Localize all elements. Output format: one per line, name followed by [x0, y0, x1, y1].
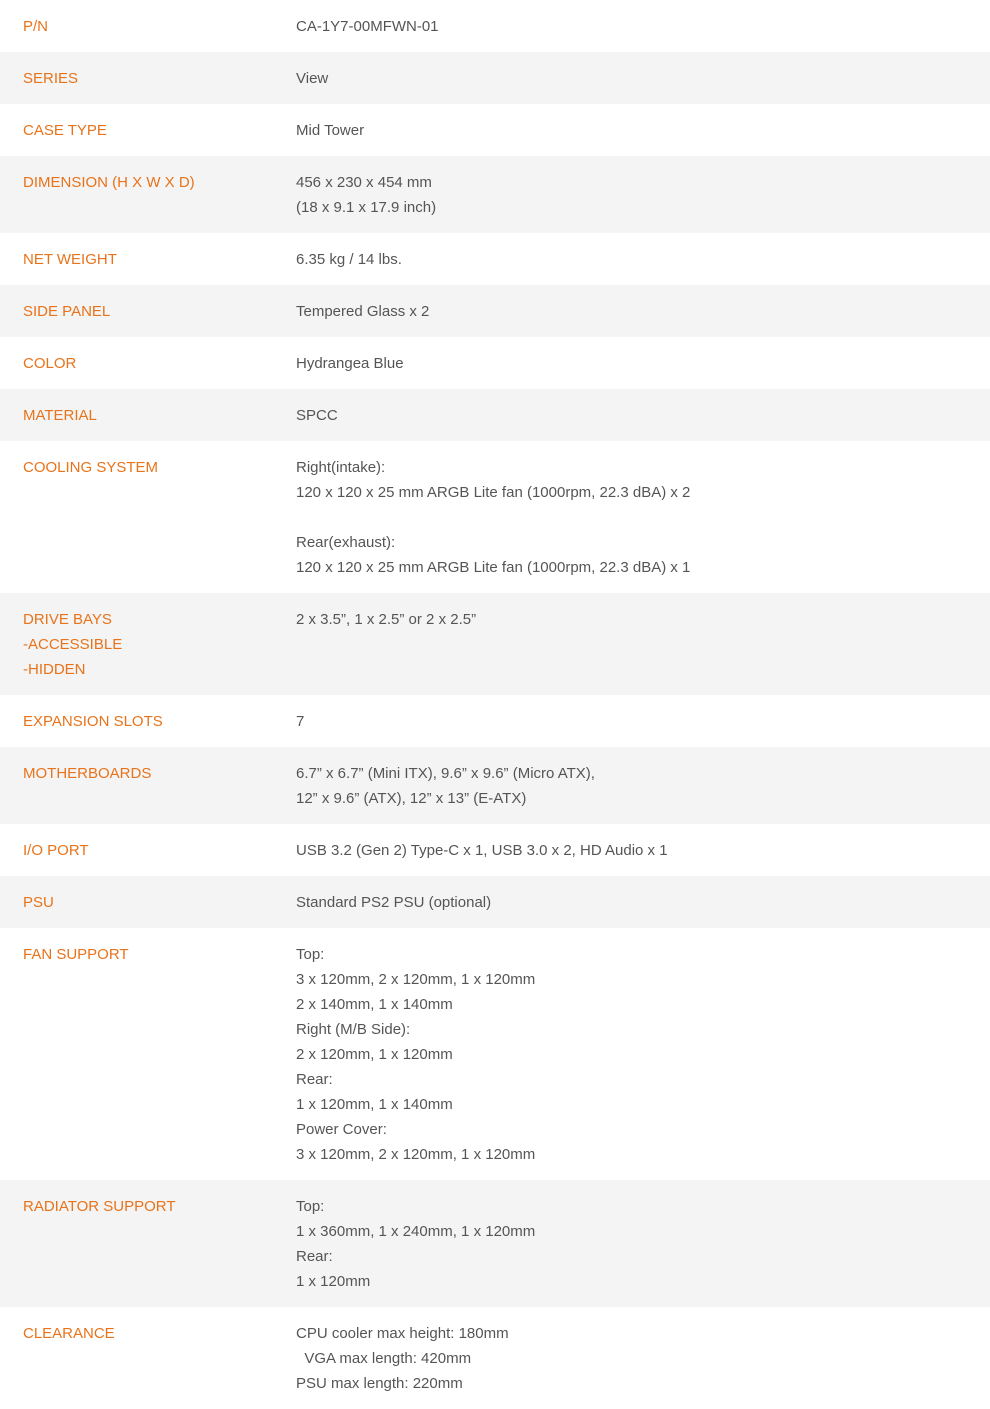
- spec-label: [0, 607, 296, 682]
- spec-row-drive-bays: [0, 593, 990, 695]
- spec-value-line: Hydrangea Blue: [296, 355, 404, 372]
- spec-row-series: [0, 52, 990, 104]
- spec-value: [296, 942, 990, 1167]
- spec-value-line: 120 x 120 x 25 mm ARGB Lite fan (1000rpm, 22.3 dBA) x 2: [296, 484, 691, 501]
- spec-label-line: -ACCESSIBLE: [23, 636, 123, 653]
- spec-value-line: Top:: [296, 1198, 325, 1215]
- spec-value-line: 12” x 9.6” (ATX), 12” x 13” (E-ATX): [296, 790, 527, 807]
- spec-label-line: NET WEIGHT: [23, 251, 117, 268]
- spec-value-line: (18 x 9.1 x 17.9 inch): [296, 199, 437, 216]
- spec-value-line: CPU cooler max height: 180mm: [296, 1325, 509, 1342]
- spec-label: [0, 1194, 296, 1219]
- spec-label-line: COLOR: [23, 355, 77, 372]
- spec-value-line: Power Cover:: [296, 1121, 387, 1138]
- spec-row-side-panel: [0, 285, 990, 337]
- spec-label: [0, 299, 296, 324]
- spec-value-line: VGA max length: 420mm: [296, 1350, 472, 1367]
- spec-value-line: Right(intake):: [296, 459, 386, 476]
- spec-label-line: MOTHERBOARDS: [23, 765, 152, 782]
- spec-value: [296, 66, 990, 91]
- spec-value-line: Rear:: [296, 1071, 333, 1088]
- spec-row-cooling-system: [0, 441, 990, 593]
- spec-value: [296, 1194, 990, 1294]
- spec-label-line: -HIDDEN: [23, 661, 86, 678]
- spec-label: [0, 14, 296, 39]
- spec-value-line: SPCC: [296, 407, 338, 424]
- spec-value: [296, 455, 990, 580]
- spec-row-radiator-support: [0, 1180, 990, 1307]
- spec-label-line: CASE TYPE: [23, 122, 107, 139]
- spec-value-line: 1 x 120mm, 1 x 140mm: [296, 1096, 453, 1113]
- spec-label-line: I/O PORT: [23, 842, 89, 859]
- spec-value: [296, 838, 990, 863]
- spec-label-line: RADIATOR SUPPORT: [23, 1198, 176, 1215]
- spec-row-psu: [0, 876, 990, 928]
- spec-value: [296, 170, 990, 220]
- spec-value-line: 2 x 120mm, 1 x 120mm: [296, 1046, 453, 1063]
- spec-value-line: Right (M/B Side):: [296, 1021, 411, 1038]
- spec-label-line: PSU: [23, 894, 54, 911]
- spec-value-line: PSU max length: 220mm: [296, 1375, 463, 1392]
- spec-label-line: DRIVE BAYS: [23, 611, 112, 628]
- spec-label-line: DIMENSION (H X W X D): [23, 174, 195, 191]
- spec-label: [0, 838, 296, 863]
- spec-row-color: [0, 337, 990, 389]
- spec-row-fan-support: [0, 928, 990, 1180]
- spec-value-line: 7: [296, 713, 305, 730]
- spec-value-line: 120 x 120 x 25 mm ARGB Lite fan (1000rpm, 22.3 dBA) x 1: [296, 559, 691, 576]
- spec-value-line: Tempered Glass x 2: [296, 303, 430, 320]
- spec-value-line: Rear:: [296, 1248, 333, 1265]
- spec-value: [296, 299, 990, 324]
- spec-value-line: View: [296, 70, 329, 87]
- spec-value-line: 2 x 140mm, 1 x 140mm: [296, 996, 453, 1013]
- spec-value: [296, 1321, 990, 1396]
- spec-label-line: COOLING SYSTEM: [23, 459, 159, 476]
- spec-row-dimension: [0, 156, 990, 233]
- spec-value: [296, 761, 990, 811]
- spec-label-line: FAN SUPPORT: [23, 946, 129, 963]
- spec-row-net-weight: [0, 233, 990, 285]
- spec-value: [296, 607, 990, 632]
- spec-label: [0, 890, 296, 915]
- spec-row-pn: [0, 0, 990, 52]
- spec-value: [296, 403, 990, 428]
- spec-label: [0, 170, 296, 195]
- spec-value-line: Standard PS2 PSU (optional): [296, 894, 492, 911]
- spec-value: [296, 351, 990, 376]
- spec-value-line: 3 x 120mm, 2 x 120mm, 1 x 120mm: [296, 971, 536, 988]
- spec-label-line: P/N: [23, 18, 49, 35]
- spec-label: [0, 66, 296, 91]
- spec-row-motherboards: [0, 747, 990, 824]
- spec-label-line: SIDE PANEL: [23, 303, 111, 320]
- spec-label: [0, 455, 296, 480]
- spec-value-line: 6.7” x 6.7” (Mini ITX), 9.6” x 9.6” (Micro ATX),: [296, 765, 595, 782]
- spec-value: [296, 118, 990, 143]
- spec-label: [0, 118, 296, 143]
- spec-value-line: Rear(exhaust):: [296, 534, 396, 551]
- spec-row-io-port: [0, 824, 990, 876]
- spec-value-line: 1 x 120mm: [296, 1273, 371, 1290]
- spec-value-line: 3 x 120mm, 2 x 120mm, 1 x 120mm: [296, 1146, 536, 1163]
- spec-label: [0, 403, 296, 428]
- spec-row-material: [0, 389, 990, 441]
- spec-label: [0, 942, 296, 967]
- spec-label-line: MATERIAL: [23, 407, 97, 424]
- spec-label: [0, 709, 296, 734]
- spec-row-clearance: [0, 1307, 990, 1409]
- spec-label: [0, 247, 296, 272]
- spec-value: [296, 14, 990, 39]
- spec-value-line: Top:: [296, 946, 325, 963]
- spec-label: [0, 1321, 296, 1346]
- spec-value: [296, 709, 990, 734]
- spec-value-line: Mid Tower: [296, 122, 365, 139]
- spec-value-line: 6.35 kg / 14 lbs.: [296, 251, 402, 268]
- spec-label-line: CLEARANCE: [23, 1325, 115, 1342]
- spec-value-line: CA-1Y7-00MFWN-01: [296, 18, 439, 35]
- spec-label-line: SERIES: [23, 70, 79, 87]
- spec-value: [296, 890, 990, 915]
- spec-label-line: EXPANSION SLOTS: [23, 713, 163, 730]
- spec-value-line: 1 x 360mm, 1 x 240mm, 1 x 120mm: [296, 1223, 536, 1240]
- spec-row-expansion-slots: [0, 695, 990, 747]
- spec-label: [0, 351, 296, 376]
- spec-value-line: [296, 505, 990, 530]
- spec-row-case-type: [0, 104, 990, 156]
- spec-value: [296, 247, 990, 272]
- spec-value-line: 2 x 3.5”, 1 x 2.5” or 2 x 2.5”: [296, 611, 477, 628]
- spec-label: [0, 761, 296, 786]
- spec-value-line: 456 x 230 x 454 mm: [296, 174, 432, 191]
- spec-value-line: USB 3.2 (Gen 2) Type-C x 1, USB 3.0 x 2, HD Audio x 1: [296, 842, 668, 859]
